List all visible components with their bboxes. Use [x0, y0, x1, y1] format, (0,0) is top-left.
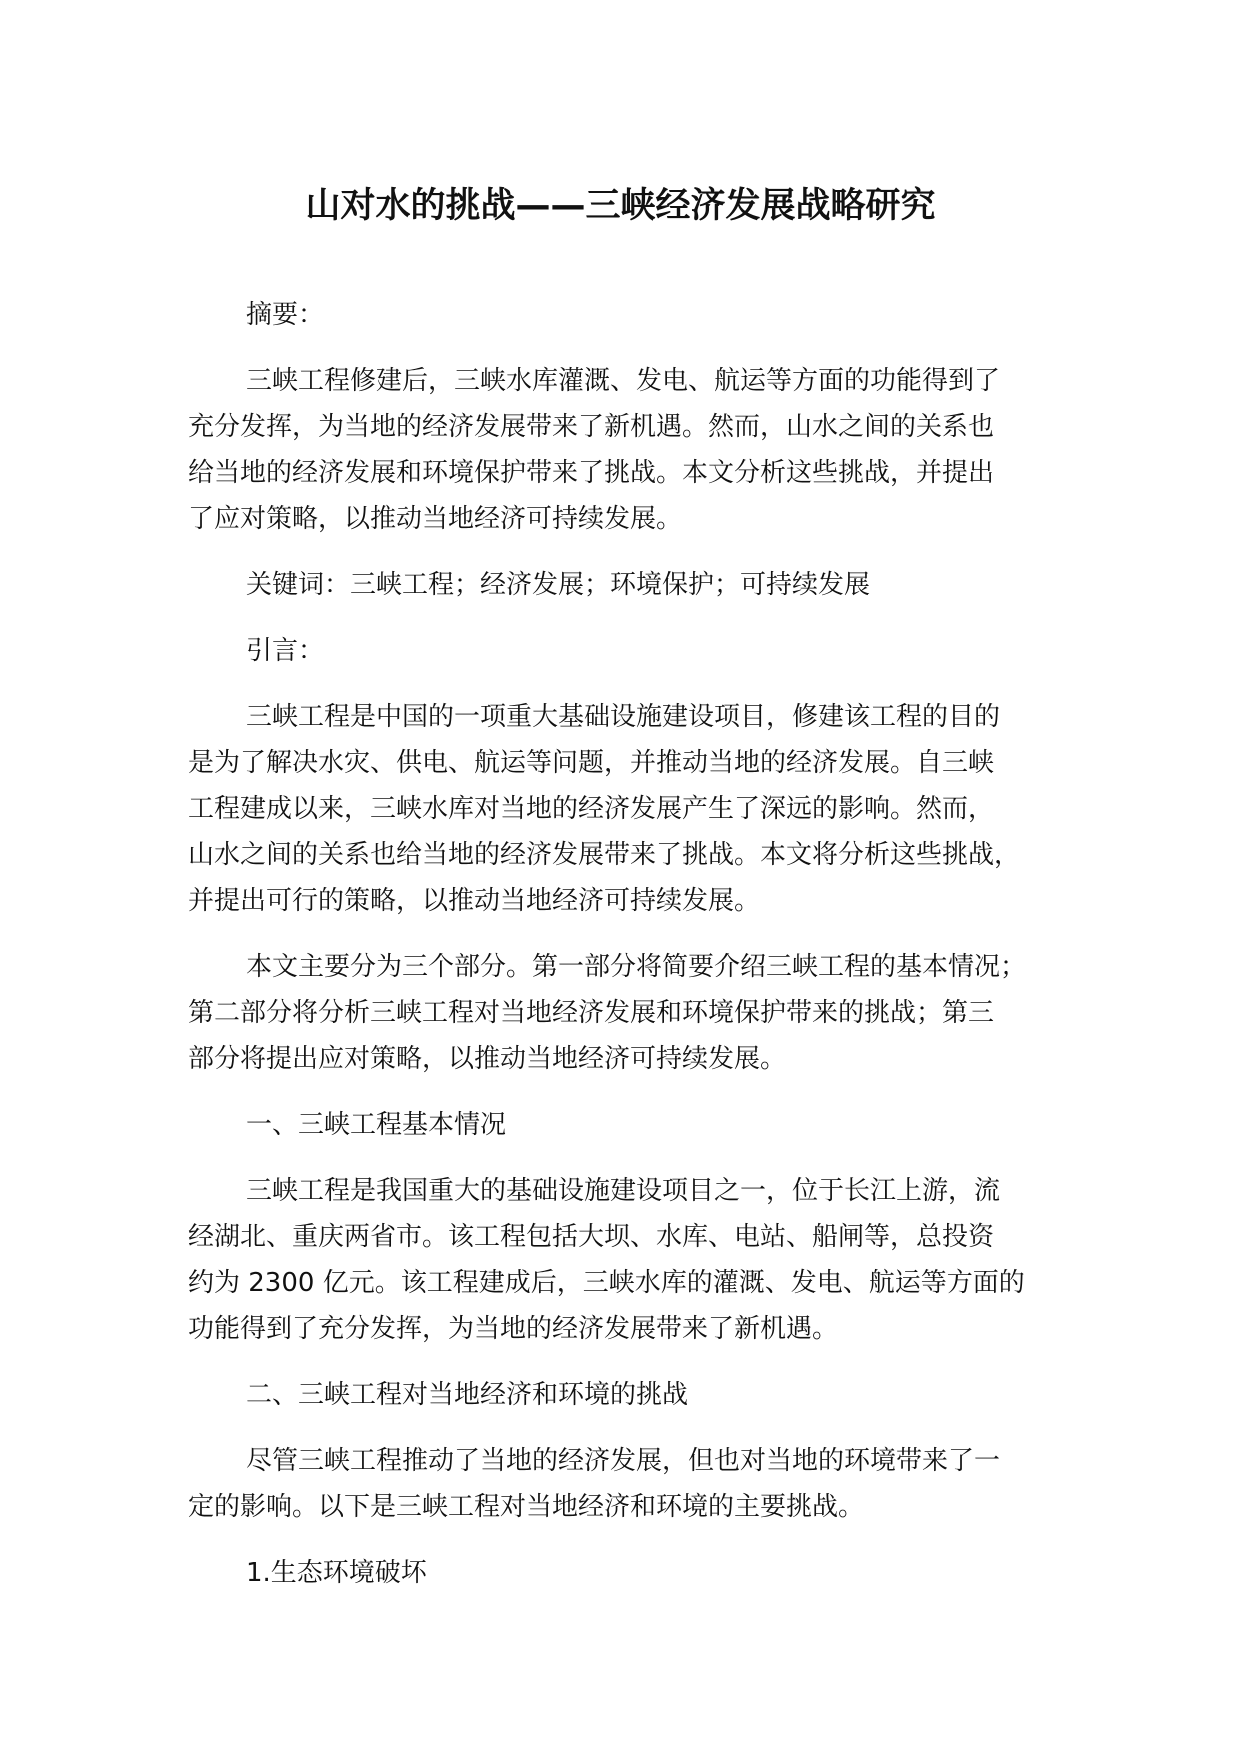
section1-paragraph	[188, 1168, 1088, 1352]
structure-line: 部分将提出应对策略，以推动当地经济可持续发展。	[188, 1044, 787, 1074]
abstract-paragraph	[188, 358, 1088, 542]
section2-line: 尽管三峡工程推动了当地的经济发展，但也对当地的环境带来了一	[246, 1446, 1001, 1476]
keywords-text: 关键词：三峡工程；经济发展；环境保护；可持续发展	[246, 570, 871, 600]
section1-heading	[188, 1102, 1088, 1148]
subsection1-heading	[188, 1550, 1088, 1596]
structure-paragraph	[188, 944, 1088, 1082]
intro-line: 三峡工程是中国的一项重大基础设施建设项目，修建该工程的目的	[246, 702, 1001, 732]
intro-heading-text: 引言：	[246, 636, 325, 666]
structure-line: 本文主要分为三个部分。第一部分将简要介绍三峡工程的基本情况；	[246, 952, 1027, 982]
section1-heading-text: 一、三峡工程基本情况	[246, 1110, 507, 1140]
section1-line: 三峡工程是我国重大的基础设施建设项目之一，位于长江上游，流	[246, 1176, 1001, 1206]
intro-paragraph	[188, 694, 1088, 924]
abstract-heading	[188, 292, 1088, 338]
section1-line: 约为 2300 亿元。该工程建成后，三峡水库的灌溉、发电、航运等方面的	[188, 1268, 1025, 1298]
intro-line: 是为了解决水灾、供电、航运等问题，并推动当地的经济发展。自三峡	[188, 748, 995, 778]
intro-line: 并提出可行的策略，以推动当地经济可持续发展。	[188, 886, 761, 916]
subsection1-heading-text: 1.生态环境破坏	[246, 1558, 427, 1588]
section1-line: 经湖北、重庆两省市。该工程包括大坝、水库、电站、船闸等，总投资	[188, 1222, 995, 1252]
abstract-line: 三峡工程修建后，三峡水库灌溉、发电、航运等方面的功能得到了	[246, 366, 1001, 396]
section1-line: 功能得到了充分发挥，为当地的经济发展带来了新机遇。	[188, 1314, 839, 1344]
structure-line: 第二部分将分析三峡工程对当地经济发展和环境保护带来的挑战；第三	[188, 998, 995, 1028]
intro-line: 山水之间的关系也给当地的经济发展带来了挑战。本文将分析这些挑战，	[188, 840, 1021, 870]
abstract-heading-text: 摘要：	[246, 300, 325, 330]
section2-paragraph	[188, 1438, 1088, 1530]
keywords-paragraph	[188, 562, 1088, 608]
abstract-line: 充分发挥，为当地的经济发展带来了新机遇。然而，山水之间的关系也	[188, 412, 995, 442]
intro-line: 工程建成以来，三峡水库对当地的经济发展产生了深远的影响。然而，	[188, 794, 995, 824]
document-body	[188, 292, 1088, 1616]
section2-heading-text: 二、三峡工程对当地经济和环境的挑战	[246, 1380, 689, 1410]
document-title: 山对水的挑战——三峡经济发展战略研究	[305, 186, 936, 226]
section2-line: 定的影响。以下是三峡工程对当地经济和环境的主要挑战。	[188, 1492, 865, 1522]
abstract-line: 给当地的经济发展和环境保护带来了挑战。本文分析这些挑战，并提出	[188, 458, 995, 488]
section2-heading	[188, 1372, 1088, 1418]
abstract-line: 了应对策略，以推动当地经济可持续发展。	[188, 504, 683, 534]
intro-heading	[188, 628, 1088, 674]
